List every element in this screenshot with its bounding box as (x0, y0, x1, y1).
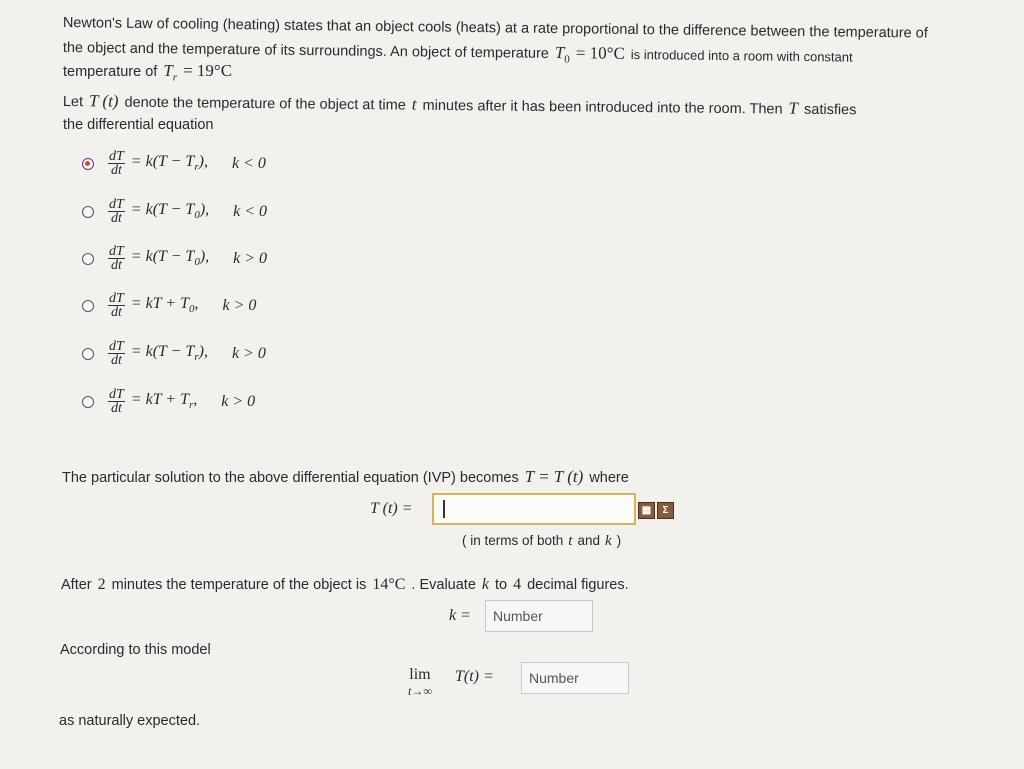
fraction-numerator: dT (109, 387, 124, 402)
after-two: 2 (97, 576, 106, 593)
derivative-fraction (108, 198, 125, 225)
limit-expression (408, 666, 432, 698)
option-row-5[interactable] (82, 340, 266, 367)
option-radio-3[interactable] (82, 253, 94, 265)
lim-sub: t→∞ (408, 684, 432, 698)
after-pre: After (61, 577, 92, 593)
fraction-denominator: dt (110, 353, 122, 368)
fraction-denominator: dt (110, 305, 122, 320)
option-radio-1[interactable] (82, 158, 94, 170)
option-condition: k > 0 (221, 392, 256, 410)
let-text: Let (62, 93, 84, 111)
option-radio-4[interactable] (82, 300, 94, 312)
intro-line-3 (63, 62, 232, 86)
particular-where: where (589, 470, 629, 486)
derivative-fraction (108, 388, 125, 415)
option-radio-2[interactable] (82, 206, 94, 218)
hint-and: and (577, 533, 600, 548)
option-radio-6[interactable] (82, 396, 94, 408)
derivative-fraction (108, 245, 125, 272)
option-row-2[interactable] (82, 198, 267, 225)
fraction-denominator: dt (110, 163, 122, 178)
capital-t-symbol: T (788, 98, 799, 118)
fraction-numerator: dT (109, 149, 124, 164)
t-symbol: t (411, 94, 417, 114)
particular-line (62, 468, 629, 487)
derivative-fraction (108, 340, 125, 367)
after-k: k (481, 576, 490, 593)
limit-input[interactable] (521, 662, 629, 694)
k-label: k = (449, 607, 471, 624)
fraction-numerator: dT (109, 244, 124, 259)
option-condition: k > 0 (233, 249, 268, 267)
option-expression (108, 340, 266, 367)
fraction-numerator: dT (109, 339, 124, 354)
particular-text: The particular solution to the above differential equation (IVP) becomes (62, 470, 519, 486)
option-condition: k < 0 (231, 154, 266, 172)
symbol-palette-icon[interactable]: Σ (657, 502, 674, 519)
option-expression (108, 388, 255, 415)
input-tools (638, 502, 674, 519)
after-line (61, 576, 629, 594)
option-rhs: = kT + $T_r$, (130, 391, 198, 412)
t0-value: = 10°C (575, 43, 625, 63)
intro-line-2-tail: is introduced into a room with constant (630, 46, 853, 65)
after-eval: . Evaluate (411, 577, 476, 593)
intro-line-1: Newton's Law of cooling (heating) states that an object cools (heats) at a rate proportional to the difference between the temperature of (62, 14, 928, 42)
fraction-numerator: dT (109, 291, 124, 306)
model-text: According to this model (60, 642, 211, 658)
option-condition: k < 0 (233, 202, 268, 220)
tr-value: = 19°C (183, 61, 233, 80)
intro-line-2-text: the object and the temperature of its surroundings. An object of temperature (62, 39, 549, 62)
fraction-denominator: dt (110, 258, 122, 273)
tt-hint (462, 532, 621, 550)
derivative-fraction (108, 150, 125, 177)
option-row-4[interactable] (82, 292, 256, 319)
fraction-denominator: dt (110, 211, 122, 226)
option-rhs: = $k(T - T_r)$, (130, 153, 208, 174)
after-temp: 14°C (372, 576, 406, 593)
option-condition: k > 0 (231, 344, 266, 362)
equation-editor-icon[interactable]: ▦ (638, 502, 655, 519)
k-input[interactable] (485, 600, 593, 632)
after-to: to (495, 577, 508, 593)
option-condition: k > 0 (222, 296, 257, 314)
option-row-6[interactable] (82, 388, 255, 415)
after-mid: minutes the temperature of the object is (111, 577, 367, 593)
option-rhs: = $k(T - T_0)$, (130, 248, 210, 269)
particular-equation: T = T (t) (524, 467, 584, 486)
fraction-numerator: dT (109, 197, 124, 212)
option-expression (108, 150, 266, 177)
option-expression (108, 292, 256, 319)
intro-line-4-end: satisfies (803, 101, 857, 119)
text-caret (443, 500, 445, 518)
option-expression (108, 198, 267, 225)
option-row-3[interactable] (82, 245, 267, 272)
option-rhs: = $k(T - T_0)$, (130, 201, 210, 222)
option-rhs: = kT + $T_0$, (130, 295, 199, 316)
limit-expr: T(t) = (455, 668, 494, 685)
hint-k: k (605, 533, 612, 549)
hint-pre: ( in terms of both (462, 533, 564, 548)
hint-post: ) (616, 533, 622, 548)
k-input-placeholder: Number (493, 608, 543, 624)
tt-input[interactable] (432, 493, 636, 525)
intro-line-5: the differential equation (63, 117, 214, 133)
tt-label: T (t) = (370, 500, 413, 517)
option-row-1[interactable] (82, 150, 266, 177)
closing-text: as naturally expected. (59, 713, 201, 729)
hint-t: t (568, 533, 573, 549)
tr-symbol: $T_r$ (163, 61, 178, 84)
option-expression (108, 245, 267, 272)
lim-word: lim (409, 666, 431, 683)
t-of-t: T (t) (88, 91, 119, 111)
option-rhs: = $k(T - T_r)$, (130, 343, 208, 364)
intro-line-4-mid: denote the temperature of the object at time (124, 94, 406, 114)
after-post: decimal figures. (527, 577, 629, 593)
intro-line-4-rest: minutes after it has been introduced into the room. Then (422, 97, 783, 118)
limit-input-placeholder: Number (529, 670, 579, 686)
fraction-denominator: dt (110, 401, 122, 416)
option-radio-5[interactable] (82, 348, 94, 360)
t0-symbol: $T_0$ (554, 43, 570, 66)
intro-line-3-text: temperature of (63, 64, 158, 80)
derivative-fraction (108, 292, 125, 319)
after-four: 4 (513, 576, 522, 593)
